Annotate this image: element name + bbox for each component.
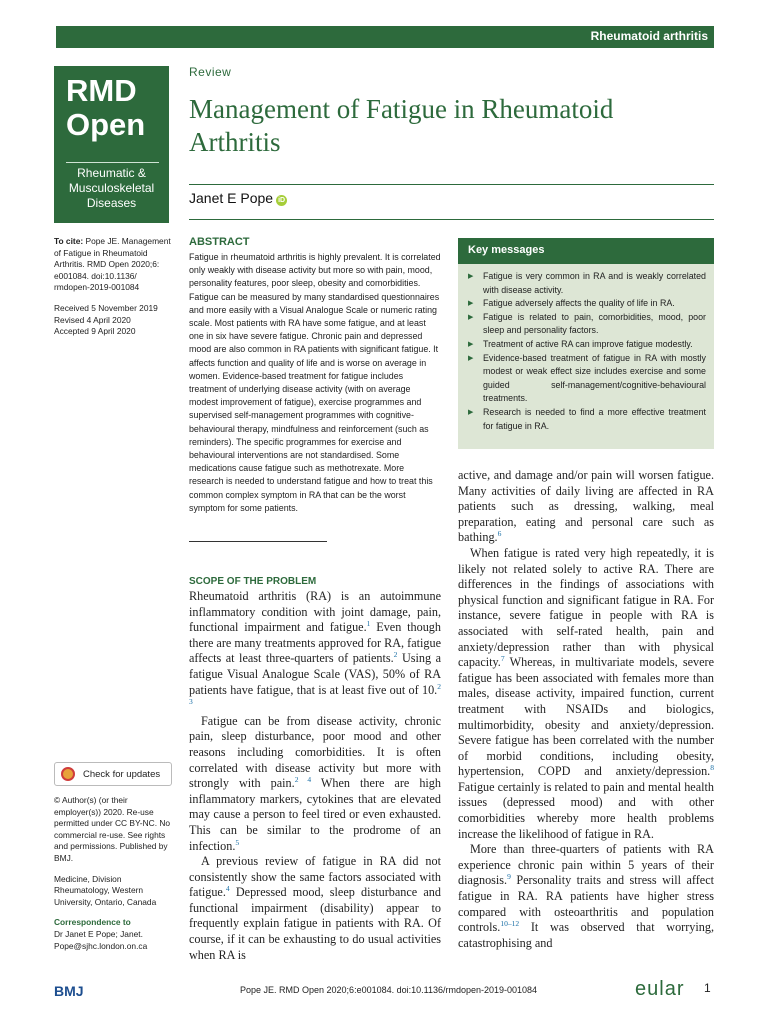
section-label: Rheumatoid arthritis (590, 29, 708, 43)
body-paragraph (189, 589, 441, 714)
text-run: Fatigue can be from disease activity, chronic pain, sleep disturbance, poor mood and other reasons including comorbidities. It is often correlated with disease activity but more with strongly with pain. (189, 713, 441, 791)
article-title: Management of Fatigue in Rheumatoid Arthritis (189, 94, 614, 157)
affiliation-text: Medicine, Division Rheumatology, Western University, Ontario, Canada (54, 873, 157, 907)
page-number: 1 (704, 981, 711, 995)
reference-link[interactable]: 4 (225, 884, 230, 894)
article-type: Review (189, 65, 232, 79)
author-divider (189, 219, 714, 220)
text-run: Depressed mood, sleep disturbance and functional impairment (disability) appear to frequently explain fatigue in patients with RA. Of course, if it can be exhausting to do usual activities when RA is (189, 885, 441, 962)
accepted-date: Accepted 9 April 2020 (54, 326, 136, 337)
key-messages-box (458, 238, 714, 449)
article-sidebar (54, 236, 174, 347)
check-updates-icon (61, 767, 75, 781)
correspondence-block (54, 917, 174, 952)
body-paragraph (189, 854, 441, 963)
body-paragraph (458, 468, 714, 546)
journal-logo (54, 66, 169, 223)
publisher-logo: BMJ (54, 983, 84, 999)
text-run: Fatigue certainly is related to pain and mental health issues (depressed mood) and with other comorbidities whereby more health problems increase the likelihood of fatigue in RA. (458, 779, 714, 841)
reference-link[interactable]: 9 (507, 872, 511, 882)
logo-subtitle: Rheumatic & Musculoskeletal Diseases (68, 166, 155, 210)
society-logo: eular (635, 978, 685, 1000)
correspondence-text[interactable]: Dr Janet E Pope; Janet. Pope@sjhc.london.on.ca (54, 928, 148, 951)
text-run: When there are high inflammatory markers, cytokines that are elevated may cause a person to feel tired or even exhausted. This can be similar to the prodrome of an infection. (189, 776, 441, 853)
text-run: When fatigue is rated very high repeatedly, it is likely not related solely to active RA. There are differences in the findings of associations with physical function and significant fatigue in RA. For instance, severe fatigue in people with RA is associated with self-rated health, pain and anxiety/depression rather than with physical capacity. (458, 545, 714, 670)
top-section-bar (56, 26, 714, 48)
check-updates-button[interactable] (54, 762, 172, 786)
text-run: More than three-quarters of patients with RA experience chronic pain within 5 years of their diagnosis. (458, 842, 714, 888)
author-name: Janet E Pope (189, 190, 274, 206)
cite-label: To cite: (54, 236, 84, 246)
section-heading: SCOPE OF THE PROBLEM (189, 576, 317, 587)
text-run: Using a fatigue Visual Analogue Scale (VAS), 50% of RA patients have fatigue, that is at least five out of 10. (189, 651, 441, 697)
reference-link[interactable]: 7 (500, 654, 505, 664)
key-messages-list (468, 270, 706, 433)
logo-divider (66, 162, 159, 163)
text-run: Whereas, in multivariate models, severe fatigue has been associated with females more than males, disease activity, impaired function, current treatment with NSAIDs and biologics, multimorbidity, obesity and anxiety/depression. Severe fatigue has been correlated with the number of morbid conditions, including obesity, hypertension, COPD and anxiety/depression. (458, 655, 714, 779)
key-message-item: ▶ Treatment of active RA can improve fatigue modestly. (468, 338, 706, 352)
text-run: Even though there are many treatments approved for RA, fatigue affects at least three-quarters of patients. (189, 620, 441, 666)
key-message-item: ▶ Fatigue is related to pain, comorbidities, mood, poor sleep and personality factors. (468, 311, 706, 338)
revised-date: Revised 4 April 2020 (54, 314, 131, 325)
key-message-item: ▶ Evidence-based treatment of fatigue in RA with mostly modest or weak effect size includes exercise and some guided self-management/cognitive-behavioural treatments. (468, 352, 706, 406)
title-divider (189, 184, 714, 185)
text-run: active, and damage and/or pain will worsen fatigue. Many activities of daily living are affected in RA patients such as dressing, walking, meal preparation, eating and personal care such as bathing. (458, 468, 714, 545)
author-line (189, 190, 287, 206)
article-sidebar-lower (54, 795, 174, 961)
check-updates-label: Check for updates (83, 769, 161, 780)
text-run: A previous review of fatigue in RA did not consistently show the same factors associated with fatigue. (189, 854, 441, 900)
text-run: It was observed that worrying, catastrophising and (458, 920, 714, 950)
orcid-icon[interactable]: iD (278, 197, 286, 204)
text-run: Personality traits and stress will affect fatigue in RA. RA patients have higher stress compared with osteoarthritis and population controls. (458, 873, 714, 935)
reference-link[interactable]: 2 4 (294, 775, 312, 785)
key-message-item: ▶ Fatigue adversely affects the quality of life in RA. (468, 297, 706, 311)
body-paragraph (458, 842, 714, 951)
correspondence-label: Correspondence to (54, 917, 131, 928)
key-message-item: ▶ Fatigue is very common in RA and is weakly correlated with disease activity. (468, 270, 706, 297)
key-message-item: ▶ Research is needed to find a more effective treatment for fatigue in RA. (468, 406, 706, 433)
dates-block (54, 303, 174, 338)
reference-link[interactable]: 2 (393, 650, 398, 660)
key-messages-heading: Key messages (458, 238, 714, 264)
reference-link[interactable]: 10–12 (500, 919, 520, 929)
copyright-text: © Author(s) (or their employer(s)) 2020. Re-use permitted under CC BY-NC. No commercial re-use. See rights and permissions. Published by BMJ. (54, 795, 171, 863)
reference-link[interactable]: 6 (497, 529, 502, 539)
body-column-right (458, 468, 714, 951)
reference-link[interactable]: 1 (366, 619, 371, 629)
logo-line-2: Open (66, 107, 146, 142)
body-column-left (189, 589, 441, 963)
reference-link[interactable]: 8 (710, 763, 714, 773)
text-run: Rheumatoid arthritis (RA) is an autoimmune inflammatory condition with joint damage, pain, functional impairment and fatigue. (189, 589, 441, 635)
cite-block (54, 236, 174, 294)
received-date: Received 5 November 2019 (54, 302, 158, 313)
logo-line-1: RMD (66, 73, 137, 108)
footer-citation: Pope JE. RMD Open 2020;6:e001084. doi:10.1136/rmdopen-2019-001084 (240, 985, 538, 995)
body-paragraph (458, 546, 714, 842)
body-paragraph (189, 714, 441, 854)
cite-text: Pope JE. Management of Fatigue in Rheumatoid Arthritis. RMD Open 2020;6: e001084. doi:10.1136/ rmdopen-2019-001084 (54, 236, 171, 293)
abstract-heading: ABSTRACT (189, 236, 250, 248)
abstract-divider (189, 541, 327, 542)
reference-link[interactable]: 2 3 (189, 681, 441, 707)
reference-link[interactable]: 5 (235, 837, 240, 847)
abstract-text: Fatigue in rheumatoid arthritis is highly prevalent. It is correlated only weakly with disease activity but more so with pain, mood, personality features, poor sleep, obesity and comorbidities. Fatigue can be measured by many standardised questionnaires and more easily with a Visual Analogue Scale or numeric rating scale. Most patients with RA have some fatigue, and at least one in six have severe fatigue. Chronic pain and depressed mood are also common in RA patients with significant fatigue. It affects function and quality of life and is worse on average in women. Evidence-based treatment for fatigue includes treatment of underlying disease activity (with on average modest improvement of fatigue), exercise programmes and supervised self-management programmes with cognitive-behavioural therapy, mindfulness and reinforcement (such as reminders). The specific programmes for exercise and behavioural interventions are not standardised. Some medications cause fatigue such as methotrexate. More research is needed to understand fatigue and how to treat this common complex symptom in RA that can be the worst symptom for some patients. (189, 252, 441, 513)
